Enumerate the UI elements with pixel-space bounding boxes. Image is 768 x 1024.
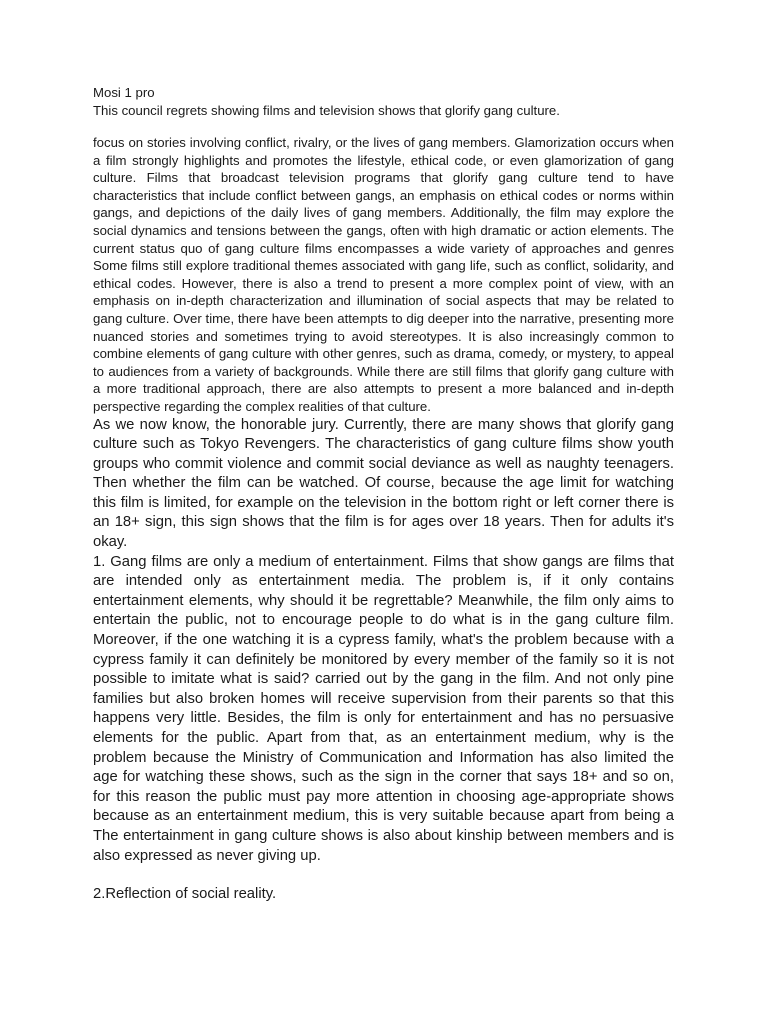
motion-statement: This council regrets showing films and television shows that glorify gang culture. bbox=[93, 103, 560, 118]
point-one-paragraph: 1. Gang films are only a medium of entertainment. Films that show gangs are films that are intended only as entertainment media. The problem is, if it only contains entertainment elements, why should it be regrettable? Meanwhile, the film only aims to entertain the public, not to encourage people to do what is in the gang culture film. Moreover, if the one watching it is a cypress family, what's the problem because with a cypress family it can definitely be monitored by every member of the family so it is not possible to imitate what is said? carried out by the gang in the film. And not only pine families but also broken homes will receive supervision from their parents so that this happens very little. Besides, the film is only for entertainment and has no persuasive elements for the public. Apart from that, as an entertainment medium, why is the problem because the Ministry of Communication and Information has also limited the age for watching these shows, such as the sign in the corner that says 18+ and so on, for this reason the public must pay more attention in choosing age-appropriate shows because as an entertainment medium, this is very suitable because apart from being a The entertainment in gang culture shows is also about kinship between members and is also expressed as never giving up. bbox=[93, 553, 674, 864]
document-title: Mosi 1 pro bbox=[93, 85, 155, 100]
point-two-heading: 2.Reflection of social reality. bbox=[93, 886, 277, 903]
paragraph-spacer bbox=[93, 120, 674, 134]
paragraph-spacer-large bbox=[93, 866, 674, 885]
jury-paragraph: As we now know, the honorable jury. Currently, there are many shows that glorify gang culture such as Tokyo Revengers. The characteristics of gang culture films show youth groups who commit violence and commit social deviance as well as naughty teenagers. Then whether the film can be watched. Of course, because the age limit for watching this film is limited, for example on the television in the bottom right or left corner there is an 18+ sign, this sign shows that the film is for ages over 18 years. Then for adults it's okay. bbox=[93, 416, 674, 551]
intro-paragraph: focus on stories involving conflict, rivalry, or the lives of gang members. Glamorization occurs when a film strongly highlights and promotes the lifestyle, ethical code, or even glamorization of gang culture. Films that broadcast television programs that glorify gang culture tend to have characteristics that include conflict between gangs, an emphasis on ethical codes or norms within gangs, and depictions of the daily lives of gang members. Additionally, the film may explore the social dynamics and tensions between the gangs, often with high dramatic or action elements. The current status quo of gang culture films encompasses a wide variety of approaches and genres Some films still explore traditional themes associated with gang life, such as conflict, solidarity, and ethical codes. However, there is also a trend to present a more complex point of view, with an emphasis on in-depth characterization and illumination of social aspects that may be related to gang culture. Over time, there have been attempts to dig deeper into the narrative, presenting more nuanced stories and sometimes trying to avoid stereotypes. It is also increasingly common to combine elements of gang culture with other genres, such as drama, comedy, or mystery, to appeal to audiences from a variety of backgrounds. While there are still films that glorify gang culture with a more traditional approach, there are also attempts to present a more balanced and in-depth perspective regarding the complex realities of that culture. bbox=[93, 135, 674, 414]
document-page bbox=[93, 84, 674, 905]
